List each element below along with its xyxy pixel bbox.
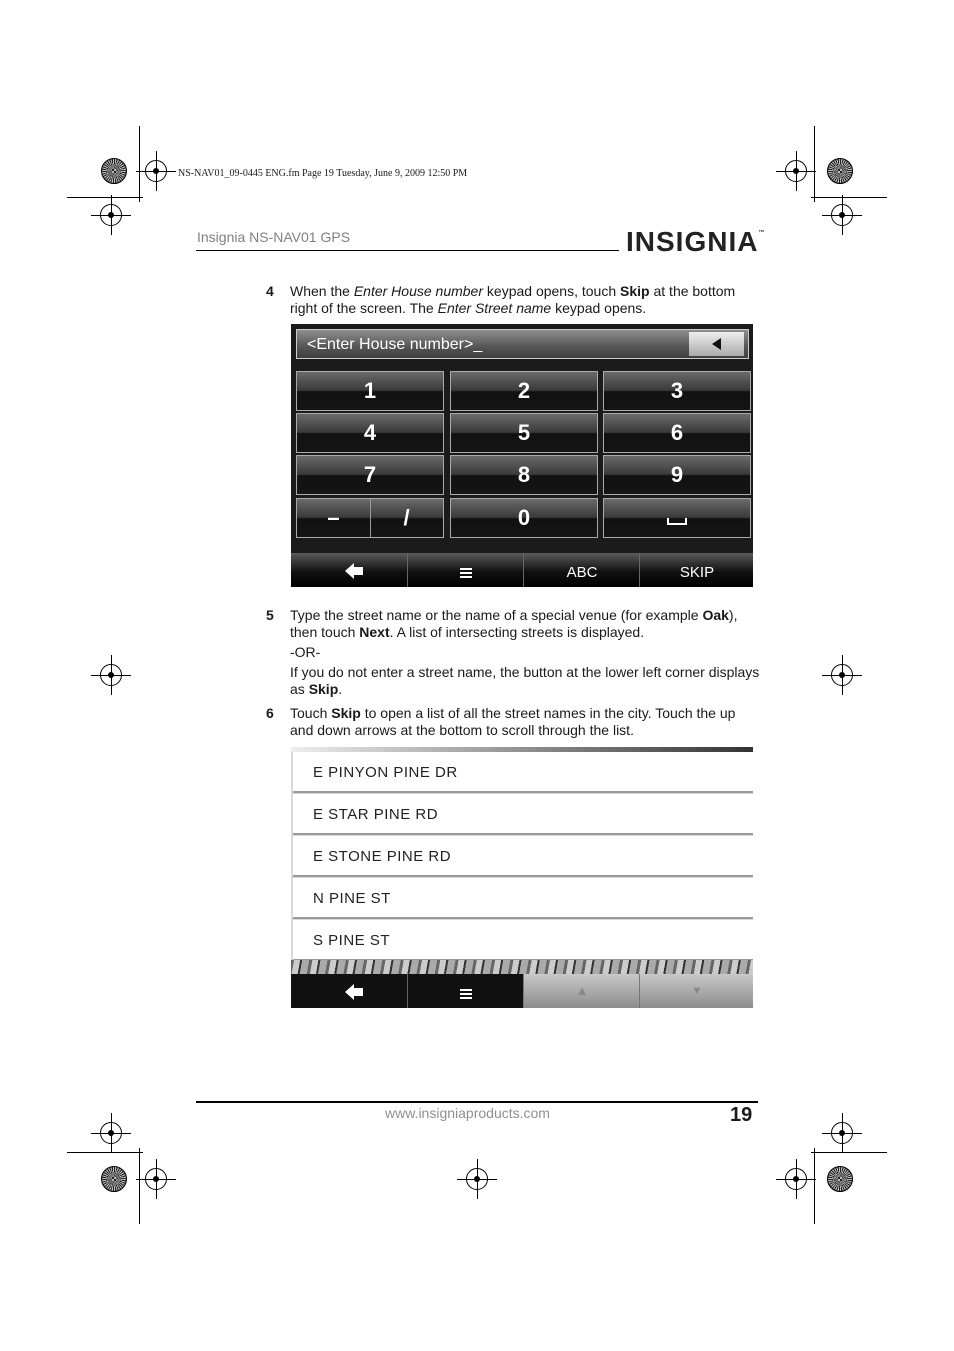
bold-term: Oak [702,607,729,623]
crop-mark [814,126,815,202]
text-run: to open a list of all the street names in the city. Touch the up and down arrows at the bottom to scroll through the list. [290,705,736,738]
print-slug: NS-NAV01_09-0445 ENG.fm Page 19 Tuesday, June 9, 2009 12:50 PM [178,168,468,179]
registration-target-icon [466,1168,488,1190]
key-5[interactable]: 5 [450,413,598,453]
text-run: at the bottom right of the screen. The [290,283,736,316]
step-number: 6 [266,705,274,721]
registration-target-icon [100,664,122,686]
crop-mark [67,1152,143,1153]
key-9[interactable]: 9 [603,455,751,495]
key-7[interactable]: 7 [296,455,444,495]
back-button[interactable] [291,553,407,587]
crop-mark [139,126,140,202]
keypad-nav-bar [291,553,753,587]
bold-term: Skip [308,680,339,697]
or-text: -OR- [290,644,321,660]
key-2[interactable]: 2 [450,371,598,411]
registration-star-icon [827,158,853,184]
list-item[interactable] [293,920,753,961]
key-6[interactable]: 6 [603,413,751,453]
crop-mark [811,197,887,198]
key-3[interactable]: 3 [603,371,751,411]
list-item[interactable] [293,752,753,793]
page-number: 19 [730,1104,753,1126]
back-arrow-icon [345,984,354,1000]
house-number-input-text: <Enter House number>_ [307,336,483,353]
skip-button[interactable]: SKIP [639,553,753,587]
step-number: 5 [266,607,274,623]
space-icon [667,518,687,525]
decorative-strip [291,960,753,974]
registration-target-icon [831,204,853,226]
registration-star-icon [101,158,127,184]
registration-target-icon [785,160,807,182]
text-run: When the [290,283,354,299]
registration-target-icon [831,664,853,686]
text-run: . [338,680,343,697]
back-arrow-icon [345,563,354,579]
step-number: 4 [266,283,274,299]
list-item[interactable] [293,794,753,835]
crop-mark [67,197,143,198]
key-8[interactable]: 8 [450,455,598,495]
list-button[interactable] [407,974,524,1008]
crop-mark [811,1152,887,1153]
text-run: keypad opens, touch [483,283,621,299]
step-text [290,607,760,640]
key-4[interactable]: 4 [296,413,444,453]
bold-term: Next [359,623,390,640]
key-slash[interactable]: / [403,505,410,530]
text-run: ), then touch [290,607,738,640]
street-name: E STONE PINE RD [313,848,452,865]
space-key[interactable] [603,498,751,538]
scroll-down-button[interactable] [639,974,753,1008]
registration-star-icon [101,1166,127,1192]
street-name: E PINYON PINE DR [313,764,458,781]
registration-target-icon [831,1122,853,1144]
registration-target-icon [145,1168,167,1190]
key-dash[interactable]: – [327,505,340,530]
text-run: keypad opens. [551,299,647,316]
list-item[interactable] [293,836,753,877]
key-0[interactable]: 0 [450,498,598,538]
list-nav-bar [291,974,753,1008]
house-number-input[interactable] [296,329,749,359]
crop-mark [814,1148,815,1224]
header-title: Insignia NS-NAV01 GPS [197,229,351,245]
street-name: S PINE ST [313,932,391,949]
street-list-screenshot [291,747,753,1008]
bold-term: Skip [620,283,650,299]
list-item[interactable] [293,878,753,919]
dash-slash-key [296,498,444,538]
street-name: E STAR PINE RD [313,806,439,823]
abc-button[interactable]: ABC [523,553,640,587]
logo-trademark: ™ [758,230,766,236]
down-arrow-icon: ▼ [691,985,703,997]
footer-rule [196,1101,758,1103]
text-run: . A list of intersecting streets is displayed. [389,623,645,640]
registration-target-icon [100,204,122,226]
registration-target-icon [100,1122,122,1144]
step-text [290,283,760,316]
back-button[interactable] [291,974,407,1008]
key-1[interactable]: 1 [296,371,444,411]
scroll-up-button[interactable] [523,974,640,1008]
list-icon [460,989,472,999]
footer-url[interactable]: www.insigniaproducts.com [385,1105,550,1121]
text-run: Touch [290,705,332,721]
text-run: Type the street name or the name of a special venue (for example [290,607,703,623]
crop-mark [139,1148,140,1224]
up-arrow-icon: ▲ [575,983,589,998]
bold-term: Skip [331,705,361,721]
step-text [290,705,760,738]
list-button[interactable] [407,553,524,587]
header-rule [196,250,619,251]
insignia-logo [626,226,765,258]
house-number-keypad-screenshot [291,324,753,587]
registration-target-icon [785,1168,807,1190]
logo-text: INSIGNIA [626,226,759,257]
registration-target-icon [145,160,167,182]
italic-term: Enter Street name [437,299,552,316]
note-text [290,664,760,697]
backspace-button[interactable] [689,332,744,356]
text-run: If you do not enter a street name, the button at the lower left corner displays as [290,664,760,697]
list-icon [460,568,472,578]
street-name: N PINE ST [313,890,391,907]
italic-term: Enter House number [353,283,484,299]
registration-star-icon [827,1166,853,1192]
